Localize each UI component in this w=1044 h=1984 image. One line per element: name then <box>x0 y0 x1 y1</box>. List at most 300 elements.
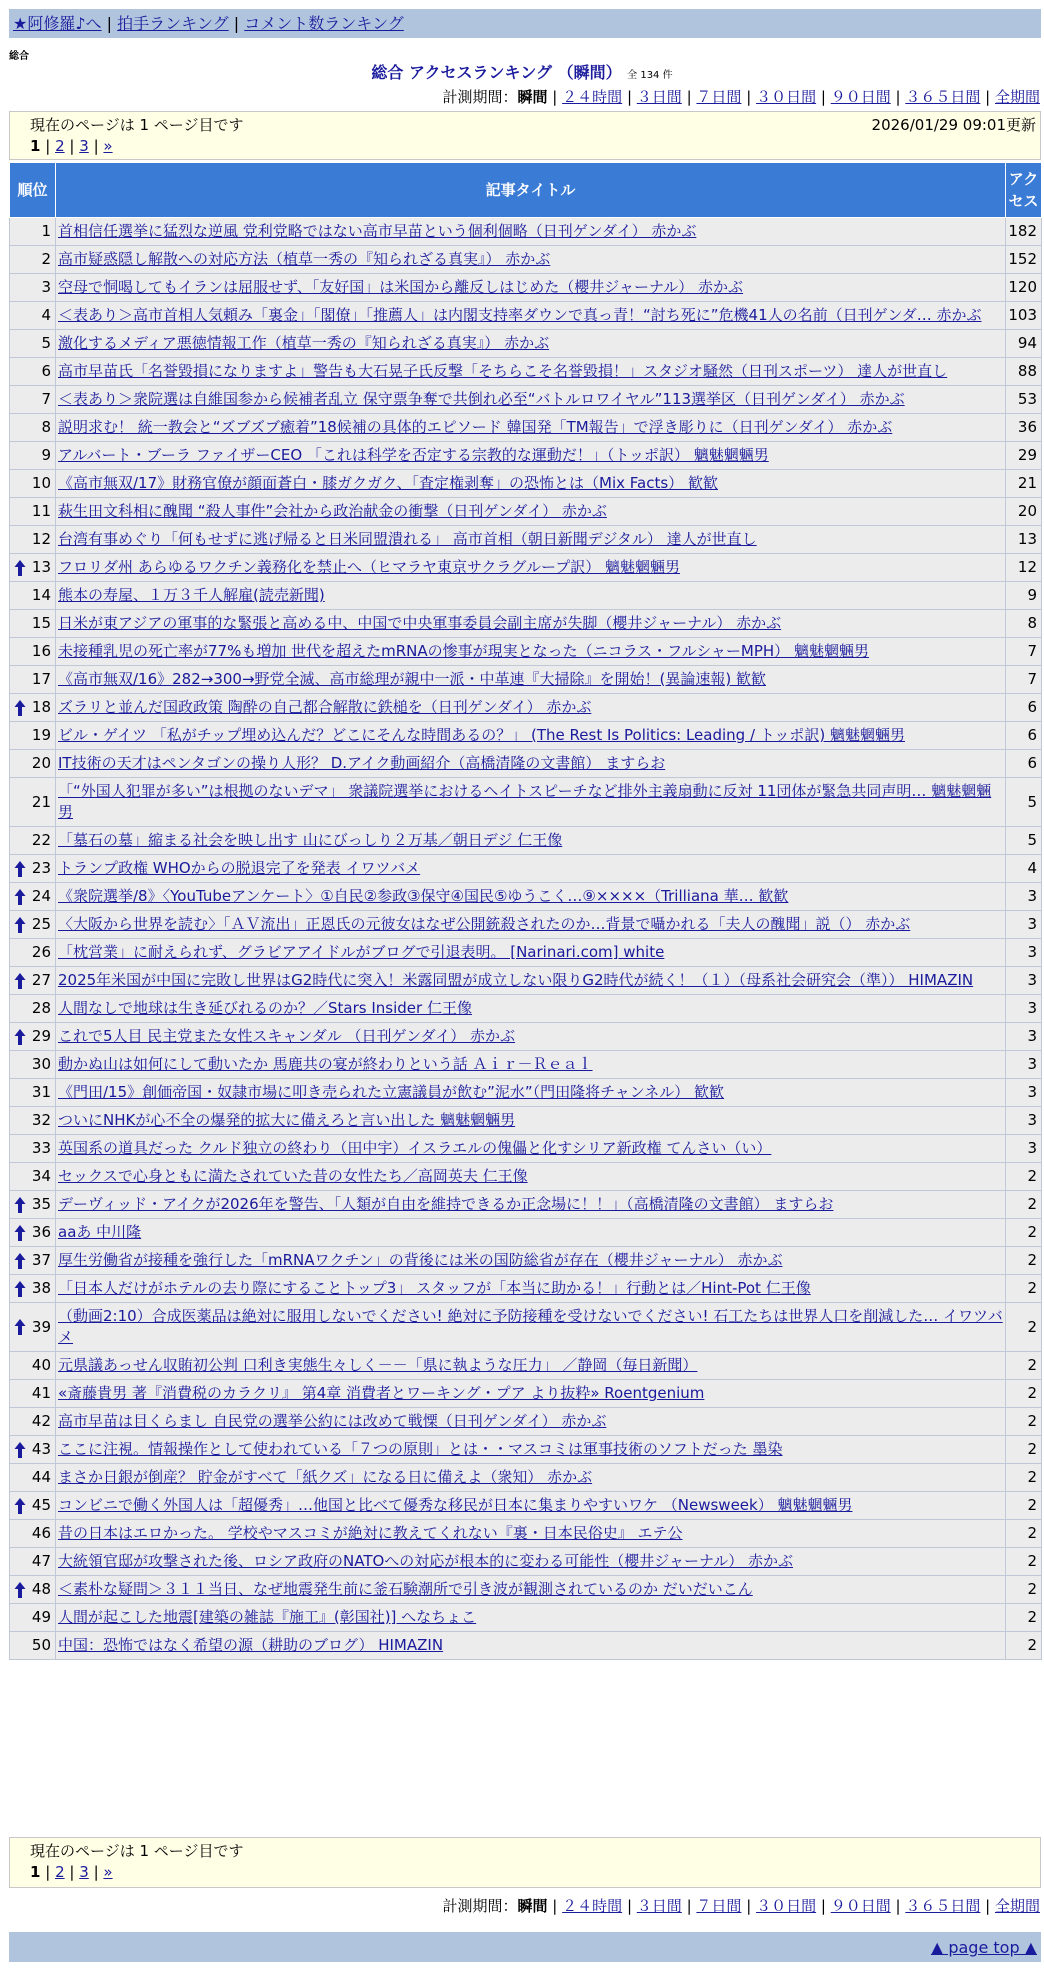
up-arrow-icon <box>14 699 26 717</box>
table-row <box>10 1492 1042 1520</box>
rank-number: 18 <box>31 698 51 716</box>
rank-cell <box>10 1247 56 1275</box>
pager-link[interactable]: » <box>103 1863 113 1881</box>
rank-number: 41 <box>31 1384 51 1402</box>
period-selector-bottom <box>442 1896 1040 1916</box>
access-count: 2 <box>1006 1219 1042 1247</box>
article-link[interactable]: 台湾有事めぐり「何もせずに逃げ帰ると日米同盟潰れる」 高市首相（朝日新聞デジタル） 達人が世直し <box>58 530 757 548</box>
nav-link-applause-ranking[interactable]: 拍手ランキング <box>117 14 229 33</box>
title-cell <box>56 610 1006 638</box>
title-cell <box>56 1303 1006 1352</box>
period-label: 計測期間： <box>442 1897 518 1915</box>
access-count: 6 <box>1006 722 1042 750</box>
table-row <box>10 911 1042 939</box>
rank-cell <box>10 1408 56 1436</box>
article-link[interactable]: まさか日銀が倒産？ 貯金がすべて「紙クズ」になる日に備えよ（衆知） 赤かぶ <box>58 1468 593 1486</box>
rank-cell <box>10 470 56 498</box>
article-link[interactable]: 動かぬ山は如何にして動いたか 馬鹿共の宴が終わりという話 Ａｉｒ－Ｒｅａｌ <box>58 1055 593 1073</box>
article-link[interactable]: ＜表あり＞高市首相人気頼み「裏金」「閣僚」「推薦人」は内閣支持率ダウンで真っ青！“討ち死に”危機41人の名前（日刊ゲンダ… 赤かぶ <box>58 306 982 324</box>
access-count: 2 <box>1006 1247 1042 1275</box>
period-separator: | <box>686 88 692 106</box>
rank-cell <box>10 883 56 911</box>
access-count: 3 <box>1006 1023 1042 1051</box>
article-link[interactable]: «斎藤貴男 著『消費税のカラクリ』 第4章 消費者とワーキング・プア より抜粋» Roentgenium <box>58 1384 705 1402</box>
period-link[interactable]: ３６５日間 <box>905 88 981 106</box>
title-cell <box>56 246 1006 274</box>
rank-number: 11 <box>31 502 51 520</box>
up-arrow-icon <box>14 1028 26 1046</box>
article-link[interactable]: ＜表あり＞衆院選は自維国参から候補者乱立 保守票争奪で共倒れ必至“バトルロワイヤル”113選挙区（日刊ゲンダイ） 赤かぶ <box>58 390 905 408</box>
title-cell <box>56 498 1006 526</box>
rank-cell <box>10 1303 56 1352</box>
rank-cell <box>10 330 56 358</box>
article-link[interactable]: 日米が東アジアの軍事的な緊張と高める中、中国で中央軍事委員会副主席が失脚（櫻井ジャーナル） 赤かぶ <box>58 614 782 632</box>
access-count: 3 <box>1006 883 1042 911</box>
table-header-row <box>10 163 1042 218</box>
table-row <box>10 883 1042 911</box>
title-cell <box>56 1163 1006 1191</box>
nav-link-comment-ranking[interactable]: コメント数ランキング <box>244 14 404 33</box>
access-count: 4 <box>1006 855 1042 883</box>
table-row <box>10 1576 1042 1604</box>
rank-number: 12 <box>31 530 51 548</box>
rank-number: 21 <box>31 792 51 811</box>
article-link[interactable]: 萩生田文科相に醜聞 “殺人事件”会社から政治献金の衝撃（日刊ゲンダイ） 赤かぶ <box>58 502 607 520</box>
page-title <box>0 62 1044 87</box>
table-row <box>10 1436 1042 1464</box>
access-count: 2 <box>1006 1191 1042 1219</box>
rank-number: 44 <box>31 1468 51 1486</box>
article-link[interactable]: aaあ 中川隆 <box>58 1223 142 1241</box>
period-link[interactable]: ２４時間 <box>562 88 623 106</box>
updated-timestamp: 2026/01/29 09:01更新 <box>871 116 1036 134</box>
access-count: 2 <box>1006 1492 1042 1520</box>
title-cell <box>56 1632 1006 1660</box>
access-count: 2 <box>1006 1275 1042 1303</box>
access-count: 152 <box>1006 246 1042 274</box>
title-cell <box>56 1408 1006 1436</box>
access-count: 2 <box>1006 1548 1042 1576</box>
rank-number: 20 <box>31 754 51 772</box>
pager-separator: | <box>93 1863 99 1881</box>
rank-cell <box>10 827 56 855</box>
table-row <box>10 358 1042 386</box>
access-count: 3 <box>1006 939 1042 967</box>
title-cell <box>56 1219 1006 1247</box>
article-link[interactable]: 人間が起こした地震[建築の雑誌『施工』(彰国社)] へなちょこ <box>58 1608 477 1626</box>
access-count: 2 <box>1006 1632 1042 1660</box>
access-count: 103 <box>1006 302 1042 330</box>
article-link[interactable]: 高市早苗は目くらまし 自民党の選挙公約には改めて戦慄（日刊ゲンダイ） 赤かぶ <box>58 1412 607 1430</box>
period-separator: | <box>895 88 901 106</box>
title-cell <box>56 274 1006 302</box>
article-link[interactable]: 未接種乳児の死亡率が77%も増加 世代を超えたmRNAの惨事が現実となった（ニコラス・フルシャーMPH） 魑魅魍魎男 <box>58 642 869 660</box>
period-separator: | <box>626 88 632 106</box>
article-link[interactable]: 大統領官邸が攻撃された後、ロシア政府のNATOへの対応が根本的に変わる可能性（櫻井ジャーナル） 赤かぶ <box>58 1552 794 1570</box>
access-count: 9 <box>1006 582 1042 610</box>
title-cell <box>56 1464 1006 1492</box>
period-link[interactable]: ２４時間 <box>562 1897 623 1915</box>
rank-number: 4 <box>41 306 51 324</box>
access-count: 13 <box>1006 526 1042 554</box>
pager-link[interactable]: 2 <box>55 137 65 155</box>
rank-number: 48 <box>31 1580 51 1598</box>
rank-number: 16 <box>31 642 51 660</box>
article-link[interactable]: トランプ政権 WHOからの脱退完了を発表 イワツバメ <box>58 859 421 877</box>
period-link[interactable]: ７日間 <box>696 1897 742 1915</box>
rank-number: 28 <box>31 999 51 1017</box>
article-link[interactable]: 《衆院選挙/8》〈YouTubeアンケート〉①自民②参政③保守④国民⑤ゆうこく…⑨××××（Trilliana 華… 歓歓 <box>58 887 789 905</box>
article-link[interactable]: ビル・ゲイツ 「私がチップ埋め込んだ？どこにそんな時間あるの？」 (The Rest Is Politics: Leading / トッポ訳) 魑魅魍魎男 <box>58 726 905 744</box>
period-link[interactable]: ７日間 <box>696 88 742 106</box>
article-link[interactable]: 「墓石の墓」縮まる社会を映し出す 山にびっしり２万基／朝日デジ 仁王像 <box>58 831 563 849</box>
rank-cell <box>10 414 56 442</box>
rank-cell <box>10 666 56 694</box>
up-arrow-icon <box>14 1252 26 1270</box>
rank-cell <box>10 967 56 995</box>
table-row <box>10 1247 1042 1275</box>
article-link[interactable]: 空母で恫喝してもイランは屈服せず、「友好国」は米国から離反しはじめた（櫻井ジャーナル） 赤かぶ <box>58 278 744 296</box>
page-info-top <box>9 111 1041 160</box>
article-link[interactable]: 厚生労働省が接種を強行した「mRNAワクチン」の背後には米の国防総省が存在（櫻井ジャーナル） 赤かぶ <box>58 1251 783 1269</box>
title-cell <box>56 1135 1006 1163</box>
title-cell <box>56 750 1006 778</box>
article-link[interactable]: 英国系の道具だった クルド独立の終わり（田中宇）イスラエルの傀儡と化すシリア新政権 てんさい（い） <box>58 1139 772 1157</box>
table-row <box>10 827 1042 855</box>
table-row <box>10 302 1042 330</box>
title-cell <box>56 694 1006 722</box>
access-count: 8 <box>1006 610 1042 638</box>
access-count: 94 <box>1006 330 1042 358</box>
article-link[interactable]: （動画2:10）合成医薬品は絶対に服用しないでください! 絶対に予防接種を受けないでください! 石工たちは世界人口を削減した… イワツバメ <box>58 1307 1003 1346</box>
rank-number: 29 <box>31 1027 51 1045</box>
ranking-rows <box>10 218 1042 1660</box>
top-nav <box>9 9 1041 38</box>
rank-cell <box>10 995 56 1023</box>
title-cell <box>56 1380 1006 1408</box>
table-row <box>10 1548 1042 1576</box>
access-count: 2 <box>1006 1436 1042 1464</box>
table-row <box>10 470 1042 498</box>
table-row <box>10 386 1042 414</box>
rank-cell <box>10 1520 56 1548</box>
article-link[interactable]: コンビニで働く外国人は「超優秀」…他国と比べて優秀な移民が日本に集まりやすいワケ （Newsweek） 魑魅魍魎男 <box>58 1496 853 1514</box>
table-row <box>10 778 1042 827</box>
period-link[interactable]: ３６５日間 <box>905 1897 981 1915</box>
rank-cell <box>10 778 56 827</box>
rank-cell <box>10 274 56 302</box>
article-link[interactable]: 熊本の寿屋、１万３千人解雇(読売新聞) <box>58 586 325 604</box>
table-row <box>10 274 1042 302</box>
title-cell <box>56 827 1006 855</box>
header-rank: 順位 <box>10 163 56 218</box>
article-link[interactable]: 2025年米国が中国に完敗し世界はG2時代に突入！米露同盟が成立しない限りG2時代が続く！（１）（母系社会研究会（準）） HIMAZIN <box>58 971 974 989</box>
access-count: 3 <box>1006 1135 1042 1163</box>
rank-number: 13 <box>31 558 51 576</box>
article-link[interactable]: ＜素朴な疑問＞３１１当日、なぜ地震発生前に釜石験潮所で引き波が観測されているのか だいだいこん <box>58 1580 753 1598</box>
article-link[interactable]: デーヴィッド・アイクが2026年を警告、「人類が自由を維持できるか正念場に！！」（高橋清隆の文書館） ますらお <box>58 1195 834 1213</box>
title-cell <box>56 939 1006 967</box>
rank-cell <box>10 554 56 582</box>
table-row <box>10 526 1042 554</box>
title-cell <box>56 1023 1006 1051</box>
table-row <box>10 638 1042 666</box>
up-arrow-icon <box>14 1196 26 1214</box>
header-access: アクセス <box>1006 163 1042 218</box>
table-row <box>10 1219 1042 1247</box>
title-cell <box>56 526 1006 554</box>
rank-cell <box>10 1135 56 1163</box>
table-row <box>10 750 1042 778</box>
pager-link[interactable]: 3 <box>79 137 89 155</box>
up-arrow-icon <box>14 888 26 906</box>
access-count: 6 <box>1006 694 1042 722</box>
title-cell <box>56 218 1006 246</box>
article-link[interactable]: 中国：恐怖ではなく希望の源（耕助のブログ） HIMAZIN <box>58 1636 444 1654</box>
up-arrow-icon <box>14 1280 26 1298</box>
nav-separator: | <box>106 14 113 33</box>
article-link[interactable]: IT技術の天才はペンタゴンの操り人形？ D.アイク動画紹介（高橋清隆の文書館） ますらお <box>58 754 666 772</box>
table-row <box>10 1408 1042 1436</box>
article-link[interactable]: これで5人目 民主党また女性スキャンダル （日刊ゲンダイ） 赤かぶ <box>58 1027 516 1045</box>
rank-cell <box>10 911 56 939</box>
rank-number: 1 <box>41 222 51 240</box>
rank-number: 22 <box>31 831 51 849</box>
pager-link[interactable]: 2 <box>55 1863 65 1881</box>
rank-number: 30 <box>31 1055 51 1073</box>
rank-number: 6 <box>41 362 51 380</box>
table-row <box>10 1191 1042 1219</box>
pager-bottom <box>30 1862 1020 1883</box>
article-link[interactable]: 昔の日本はエロかった。 学校やマスコミが絶対に教えてくれない『裏・日本民俗史』 エテ公 <box>58 1524 683 1542</box>
period-separator: | <box>746 88 752 106</box>
access-count: 2 <box>1006 1380 1042 1408</box>
rank-cell <box>10 939 56 967</box>
ranking-title: 総合 アクセスランキング （瞬間） <box>371 63 622 82</box>
rank-number: 31 <box>31 1083 51 1101</box>
rank-cell <box>10 750 56 778</box>
footer-bar <box>9 1932 1041 1962</box>
article-link[interactable]: セックスで心身ともに満たされていた昔の女性たち／高岡英夫 仁王像 <box>58 1167 528 1185</box>
article-link[interactable]: 元県議あっせん収賄初公判 口利き実態生々しく－－「県に執ような圧力」 ／静岡（毎日新聞） <box>58 1356 698 1374</box>
rank-number: 15 <box>31 614 51 632</box>
rank-cell <box>10 582 56 610</box>
rank-cell <box>10 1604 56 1632</box>
nav-link-asyura[interactable]: ★阿修羅♪へ <box>13 14 102 33</box>
article-link[interactable]: 激化するメディア悪徳情報工作（植草一秀の『知られざる真実』） 赤かぶ <box>58 334 550 352</box>
rank-cell <box>10 694 56 722</box>
rank-number: 9 <box>41 446 51 464</box>
period-separator: | <box>552 1897 558 1915</box>
title-cell <box>56 442 1006 470</box>
rank-number: 5 <box>41 334 51 352</box>
article-link[interactable]: 人間なしで地球は生き延びれるのか？／Stars Insider 仁王像 <box>58 999 472 1017</box>
period-selector-top <box>442 87 1040 107</box>
article-link[interactable]: 高市早苗氏「名誉毀損になりますよ」警告も大石晃子氏反撃「そちらこそ名誉毀損！」スタジオ騒然（日刊スポーツ） 達人が世直し <box>58 362 948 380</box>
period-separator: | <box>686 1897 692 1915</box>
period-link[interactable]: ９０日間 <box>830 1897 891 1915</box>
title-cell <box>56 554 1006 582</box>
access-count: 7 <box>1006 666 1042 694</box>
article-link[interactable]: 首相信任選挙に猛烈な逆風 党利党略ではない高市早苗という個利個略（日刊ゲンダイ） 赤かぶ <box>58 222 697 240</box>
rank-number: 2 <box>41 250 51 268</box>
period-separator: | <box>820 1897 826 1915</box>
title-cell <box>56 855 1006 883</box>
access-count: 3 <box>1006 1079 1042 1107</box>
period-separator: | <box>985 1897 991 1915</box>
article-link[interactable]: 「枕営業」に耐えられず、グラビアアイドルがブログで引退表明。 [Narinari.com] white <box>58 943 665 961</box>
access-count: 2 <box>1006 1604 1042 1632</box>
access-count: 36 <box>1006 414 1042 442</box>
period-link[interactable]: ３日間 <box>636 88 682 106</box>
article-link[interactable]: 《高市無双/16》282→300→野党全滅、高市総理が親中一派・中革連『大掃除』を開始！(異論速報) 歓歓 <box>58 670 767 688</box>
title-cell <box>56 1436 1006 1464</box>
rank-number: 23 <box>31 859 51 877</box>
period-link[interactable]: ９０日間 <box>830 88 891 106</box>
rank-number: 25 <box>31 915 51 933</box>
article-link[interactable]: 「日本人だけがホテルの去り際にすることトップ3」 スタッフが「本当に助かる！」行動とは／Hint-Pot 仁王像 <box>58 1279 811 1297</box>
article-link[interactable]: 高市疑惑隠し解散への対応方法（植草一秀の『知られざる真実』） 赤かぶ <box>58 250 551 268</box>
rank-cell <box>10 855 56 883</box>
rank-number: 19 <box>31 726 51 744</box>
table-row <box>10 246 1042 274</box>
table-row <box>10 1163 1042 1191</box>
current-page-text: 現在のページは 1 ページ目です <box>30 116 244 134</box>
access-count: 29 <box>1006 442 1042 470</box>
access-count: 5 <box>1006 827 1042 855</box>
up-arrow-icon <box>14 559 26 577</box>
table-row <box>10 1380 1042 1408</box>
table-row <box>10 1352 1042 1380</box>
page-info-bottom <box>9 1837 1041 1888</box>
title-cell <box>56 1275 1006 1303</box>
title-cell <box>56 638 1006 666</box>
article-link[interactable]: ついにNHKが心不全の爆発的拡大に備えろと言い出した 魑魅魍魎男 <box>58 1111 516 1129</box>
current-page-text-bottom: 現在のページは 1 ページ目です <box>30 1842 244 1860</box>
period-current: 瞬間 <box>517 88 548 106</box>
rank-number: 49 <box>31 1608 51 1626</box>
title-cell <box>56 1107 1006 1135</box>
rank-cell <box>10 1275 56 1303</box>
rank-cell <box>10 1492 56 1520</box>
table-row <box>10 218 1042 246</box>
period-separator: | <box>820 88 826 106</box>
access-count: 20 <box>1006 498 1042 526</box>
pager-link[interactable]: 3 <box>79 1863 89 1881</box>
category-label: 総合 <box>9 51 29 62</box>
title-cell <box>56 1352 1006 1380</box>
table-row <box>10 722 1042 750</box>
rank-cell <box>10 1107 56 1135</box>
access-count: 2 <box>1006 1520 1042 1548</box>
rank-cell <box>10 1079 56 1107</box>
period-link[interactable]: ３日間 <box>636 1897 682 1915</box>
period-separator: | <box>746 1897 752 1915</box>
title-cell <box>56 911 1006 939</box>
rank-cell <box>10 1632 56 1660</box>
article-link[interactable]: 《門田/15》創価帝国・奴隷市場に叩き売られた立憲議員が飲む”泥水”（門田隆将チャンネル） 歓歓 <box>58 1083 725 1101</box>
access-count: 182 <box>1006 218 1042 246</box>
table-row <box>10 442 1042 470</box>
title-cell <box>56 967 1006 995</box>
access-count: 2 <box>1006 1352 1042 1380</box>
rank-cell <box>10 442 56 470</box>
access-count: 2 <box>1006 1408 1042 1436</box>
up-arrow-icon <box>14 1581 26 1599</box>
title-cell <box>56 1492 1006 1520</box>
article-link[interactable]: 《高市無双/17》財務官僚が顔面蒼白・膝ガクガク、「査定権剥奪」の恐怖とは（Mix Facts） 歓歓 <box>58 474 718 492</box>
article-link[interactable]: 「“外国人犯罪が多い”は根拠のないデマ」 衆議院選挙におけるヘイトスピーチなど排外主義扇動に反対 11団体が緊急共同声明… 魑魅魍魎男 <box>58 782 992 821</box>
period-link[interactable]: 全期間 <box>994 1897 1040 1915</box>
pager-separator: | <box>45 137 51 155</box>
rank-cell <box>10 1576 56 1604</box>
table-row <box>10 1275 1042 1303</box>
access-count: 7 <box>1006 638 1042 666</box>
rank-number: 45 <box>31 1496 51 1514</box>
up-arrow-icon <box>14 1441 26 1459</box>
article-link[interactable]: アルバート・ブーラ ファイザーCEO 「これは科学を否定する宗教的な運動だ！」（トッポ訳） 魑魅魍魎男 <box>58 446 769 464</box>
title-cell <box>56 1079 1006 1107</box>
title-cell <box>56 1191 1006 1219</box>
rank-cell <box>10 302 56 330</box>
period-label: 計測期間： <box>442 88 518 106</box>
table-row <box>10 666 1042 694</box>
rank-number: 43 <box>31 1440 51 1458</box>
rank-cell <box>10 1548 56 1576</box>
rank-cell <box>10 1352 56 1380</box>
access-count: 3 <box>1006 1107 1042 1135</box>
article-link[interactable]: 説明求む！ 統一教会と“ズブズブ癒着”18候補の具体的エピソード 韓国発「TM報告」で浮き彫りに（日刊ゲンダイ） 赤かぶ <box>58 418 893 436</box>
period-link[interactable]: 全期間 <box>994 88 1040 106</box>
rank-number: 3 <box>41 278 51 296</box>
rank-number: 8 <box>41 418 51 436</box>
pager-link[interactable]: » <box>103 137 113 155</box>
article-link[interactable]: フロリダ州 あらゆるワクチン義務化を禁止へ（ヒマラヤ東京サクラグループ訳） 魑魅魍魎男 <box>58 558 680 576</box>
up-arrow-icon <box>14 1497 26 1515</box>
period-link[interactable]: ３０日間 <box>756 88 817 106</box>
period-link[interactable]: ３０日間 <box>756 1897 817 1915</box>
rank-cell <box>10 498 56 526</box>
access-count: 2 <box>1006 1163 1042 1191</box>
title-cell <box>56 470 1006 498</box>
rank-number: 34 <box>31 1167 51 1185</box>
table-row <box>10 1604 1042 1632</box>
table-row <box>10 1135 1042 1163</box>
table-row <box>10 1079 1042 1107</box>
table-row <box>10 1303 1042 1352</box>
pager-separator: | <box>45 1863 51 1881</box>
table-row <box>10 1023 1042 1051</box>
up-arrow-icon <box>14 860 26 878</box>
access-count: 2 <box>1006 1464 1042 1492</box>
table-row <box>10 554 1042 582</box>
title-cell <box>56 722 1006 750</box>
article-link[interactable]: ここに注視。情報操作として使われている「７つの原則」とは・・マスコミは軍事技術のソフトだった 墨染 <box>58 1440 783 1458</box>
article-link[interactable]: ズラリと並んだ国政政策 陶酔の自己都合解散に鉄槌を（日刊ゲンダイ） 赤かぶ <box>58 698 592 716</box>
rank-number: 42 <box>31 1412 51 1430</box>
up-arrow-icon <box>14 1318 26 1336</box>
table-row <box>10 1632 1042 1660</box>
rank-cell <box>10 722 56 750</box>
article-link[interactable]: 〈大阪から世界を読む〉「ＡＶ流出」正恩氏の元彼女はなぜ公開銃殺されたのか…背景で囁かれる「夫人の醜聞」説（） 赤かぶ <box>58 915 911 933</box>
rank-cell <box>10 246 56 274</box>
rank-number: 36 <box>31 1223 51 1241</box>
pager-current: 1 <box>30 137 41 155</box>
rank-number: 32 <box>31 1111 51 1129</box>
rank-cell <box>10 1380 56 1408</box>
page-top-link[interactable]: ▲ page top ▲ <box>930 1938 1037 1957</box>
pager-separator: | <box>69 1863 75 1881</box>
